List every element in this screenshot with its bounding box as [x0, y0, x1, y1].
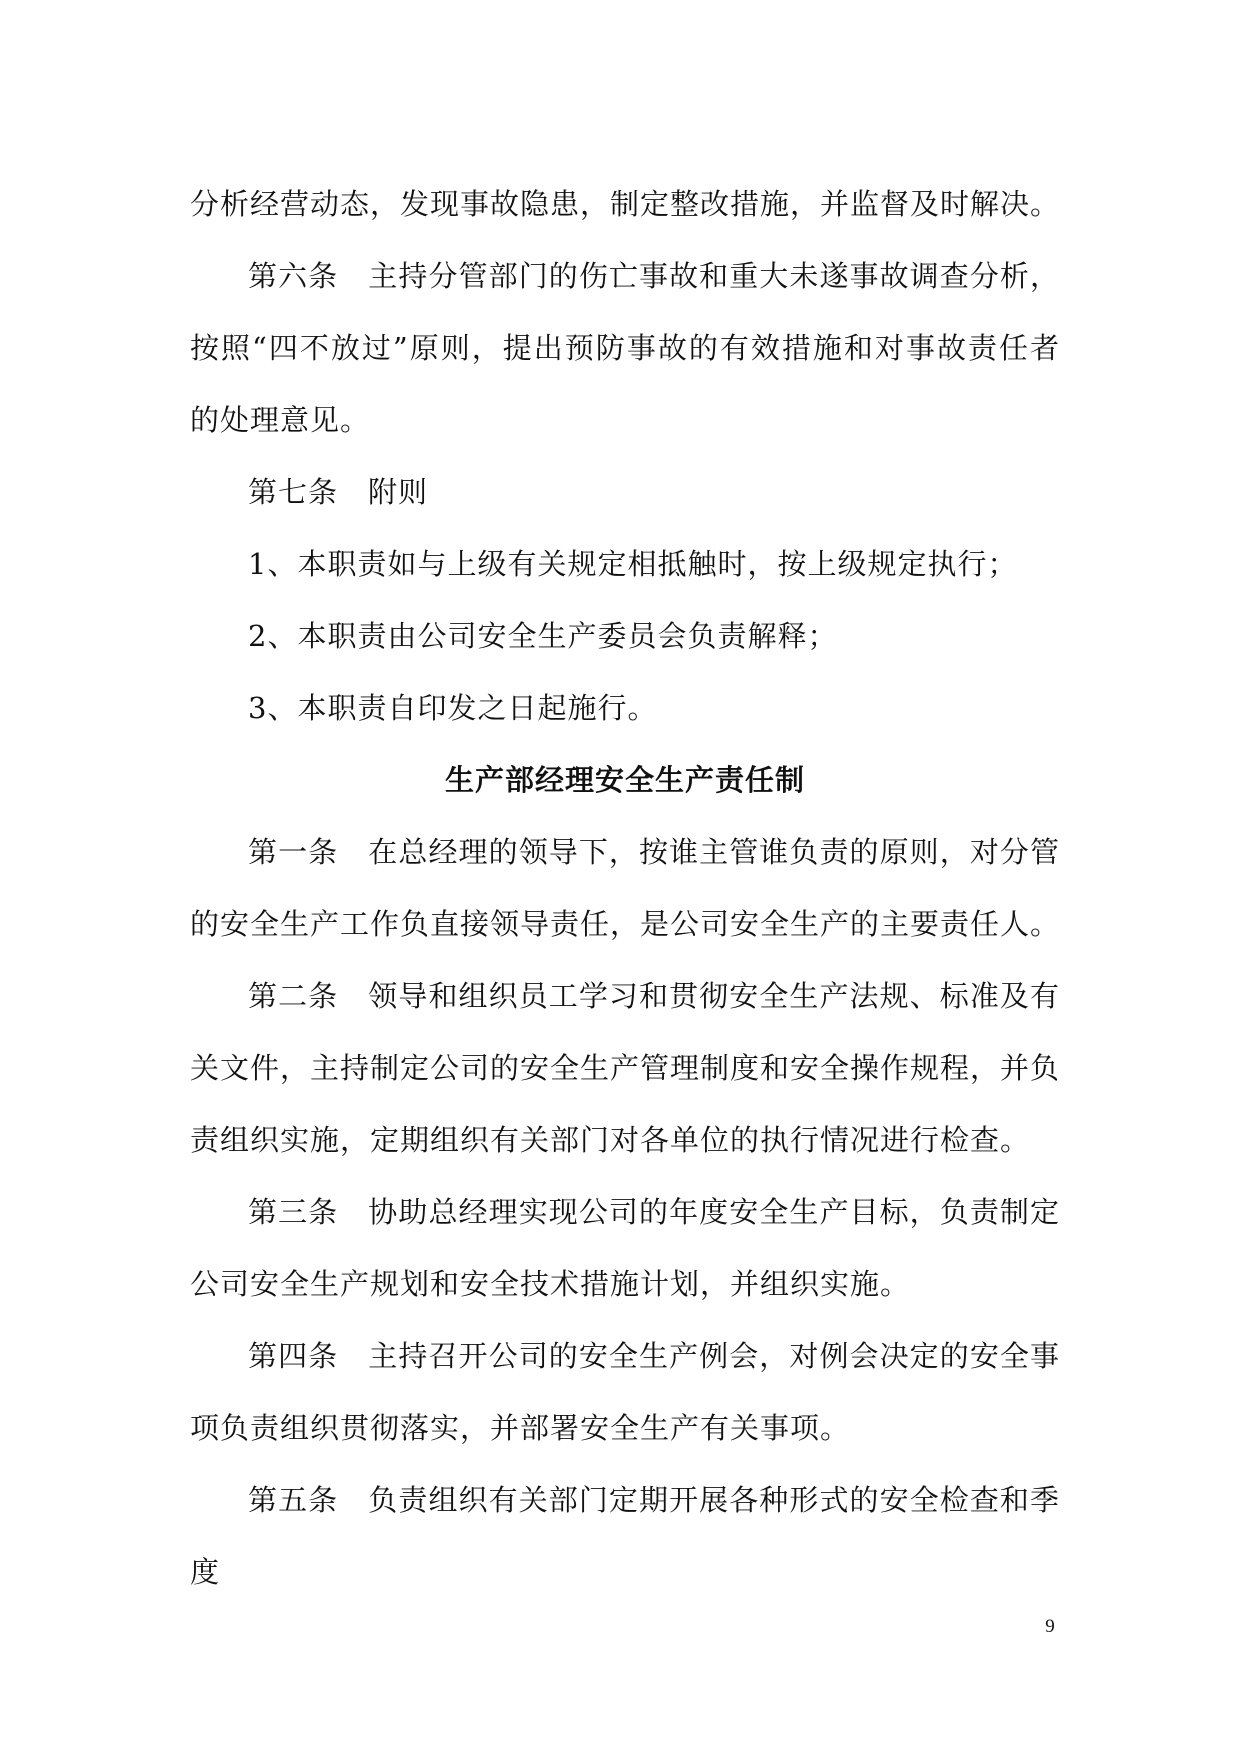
article-label: 第五条	[248, 1483, 339, 1517]
article-1	[190, 816, 1060, 960]
article-text: 负责组织有关部门定期开展各种形式的安全检查和季度	[190, 1483, 1060, 1589]
article-text: 在总经理的领导下，按谁主管谁负责的原则，对分管的安全生产工作负直接领导责任，是公司安全生产的主要责任人。	[190, 835, 1061, 941]
list-item-text: 1、本职责如与上级有关规定相抵触时，按上级规定执行；	[248, 547, 1018, 581]
article-text: 主持召开公司的安全生产例会，对例会决定的安全事项负责组织贯彻落实，并部署安全生产有关事项。	[190, 1339, 1060, 1445]
article-text: 领导和组织员工学习和贯彻安全生产法规、标准及有关文件，主持制定公司的安全生产管理制度和安全操作规程，并负责组织实施，定期组织有关部门对各单位的执行情况进行检查。	[190, 979, 1061, 1157]
article-label: 第一条	[248, 835, 339, 869]
article-label: 第三条	[248, 1195, 339, 1229]
article-label: 第七条	[248, 475, 339, 509]
article-7	[190, 456, 1060, 528]
article-3	[190, 1176, 1060, 1320]
article-6	[190, 240, 1060, 456]
article-2	[190, 960, 1060, 1176]
article-5	[190, 1464, 1060, 1608]
list-item-1	[190, 528, 1060, 600]
article-text: 协助总经理实现公司的年度安全生产目标，负责制定公司安全生产规划和安全技术措施计划，并组织实施。	[190, 1195, 1060, 1301]
article-label: 第六条	[248, 259, 339, 293]
list-item-text: 3、本职责自印发之日起施行。	[248, 691, 658, 725]
list-item-text: 2、本职责由公司安全生产委员会负责解释；	[248, 619, 838, 653]
list-item-3	[190, 672, 1060, 744]
paragraph-text: 分析经营动态，发现事故隐患，制定整改措施，并监督及时解决。	[190, 187, 1061, 221]
paragraph-continuation	[190, 168, 1060, 240]
section-heading: 生产部经理安全生产责任制	[444, 763, 805, 797]
list-item-2	[190, 600, 1060, 672]
article-4	[190, 1320, 1060, 1464]
document-body	[190, 168, 1060, 1608]
page-number: 9	[1045, 1616, 1055, 1637]
article-text: 附则	[368, 475, 429, 509]
article-text: 主持分管部门的伤亡事故和重大未遂事故调查分析，按照“四不放过”原则，提出预防事故的有效措施和对事故责任者的处理意见。	[190, 259, 1060, 437]
article-label: 第四条	[248, 1339, 339, 1373]
article-label: 第二条	[248, 979, 339, 1013]
